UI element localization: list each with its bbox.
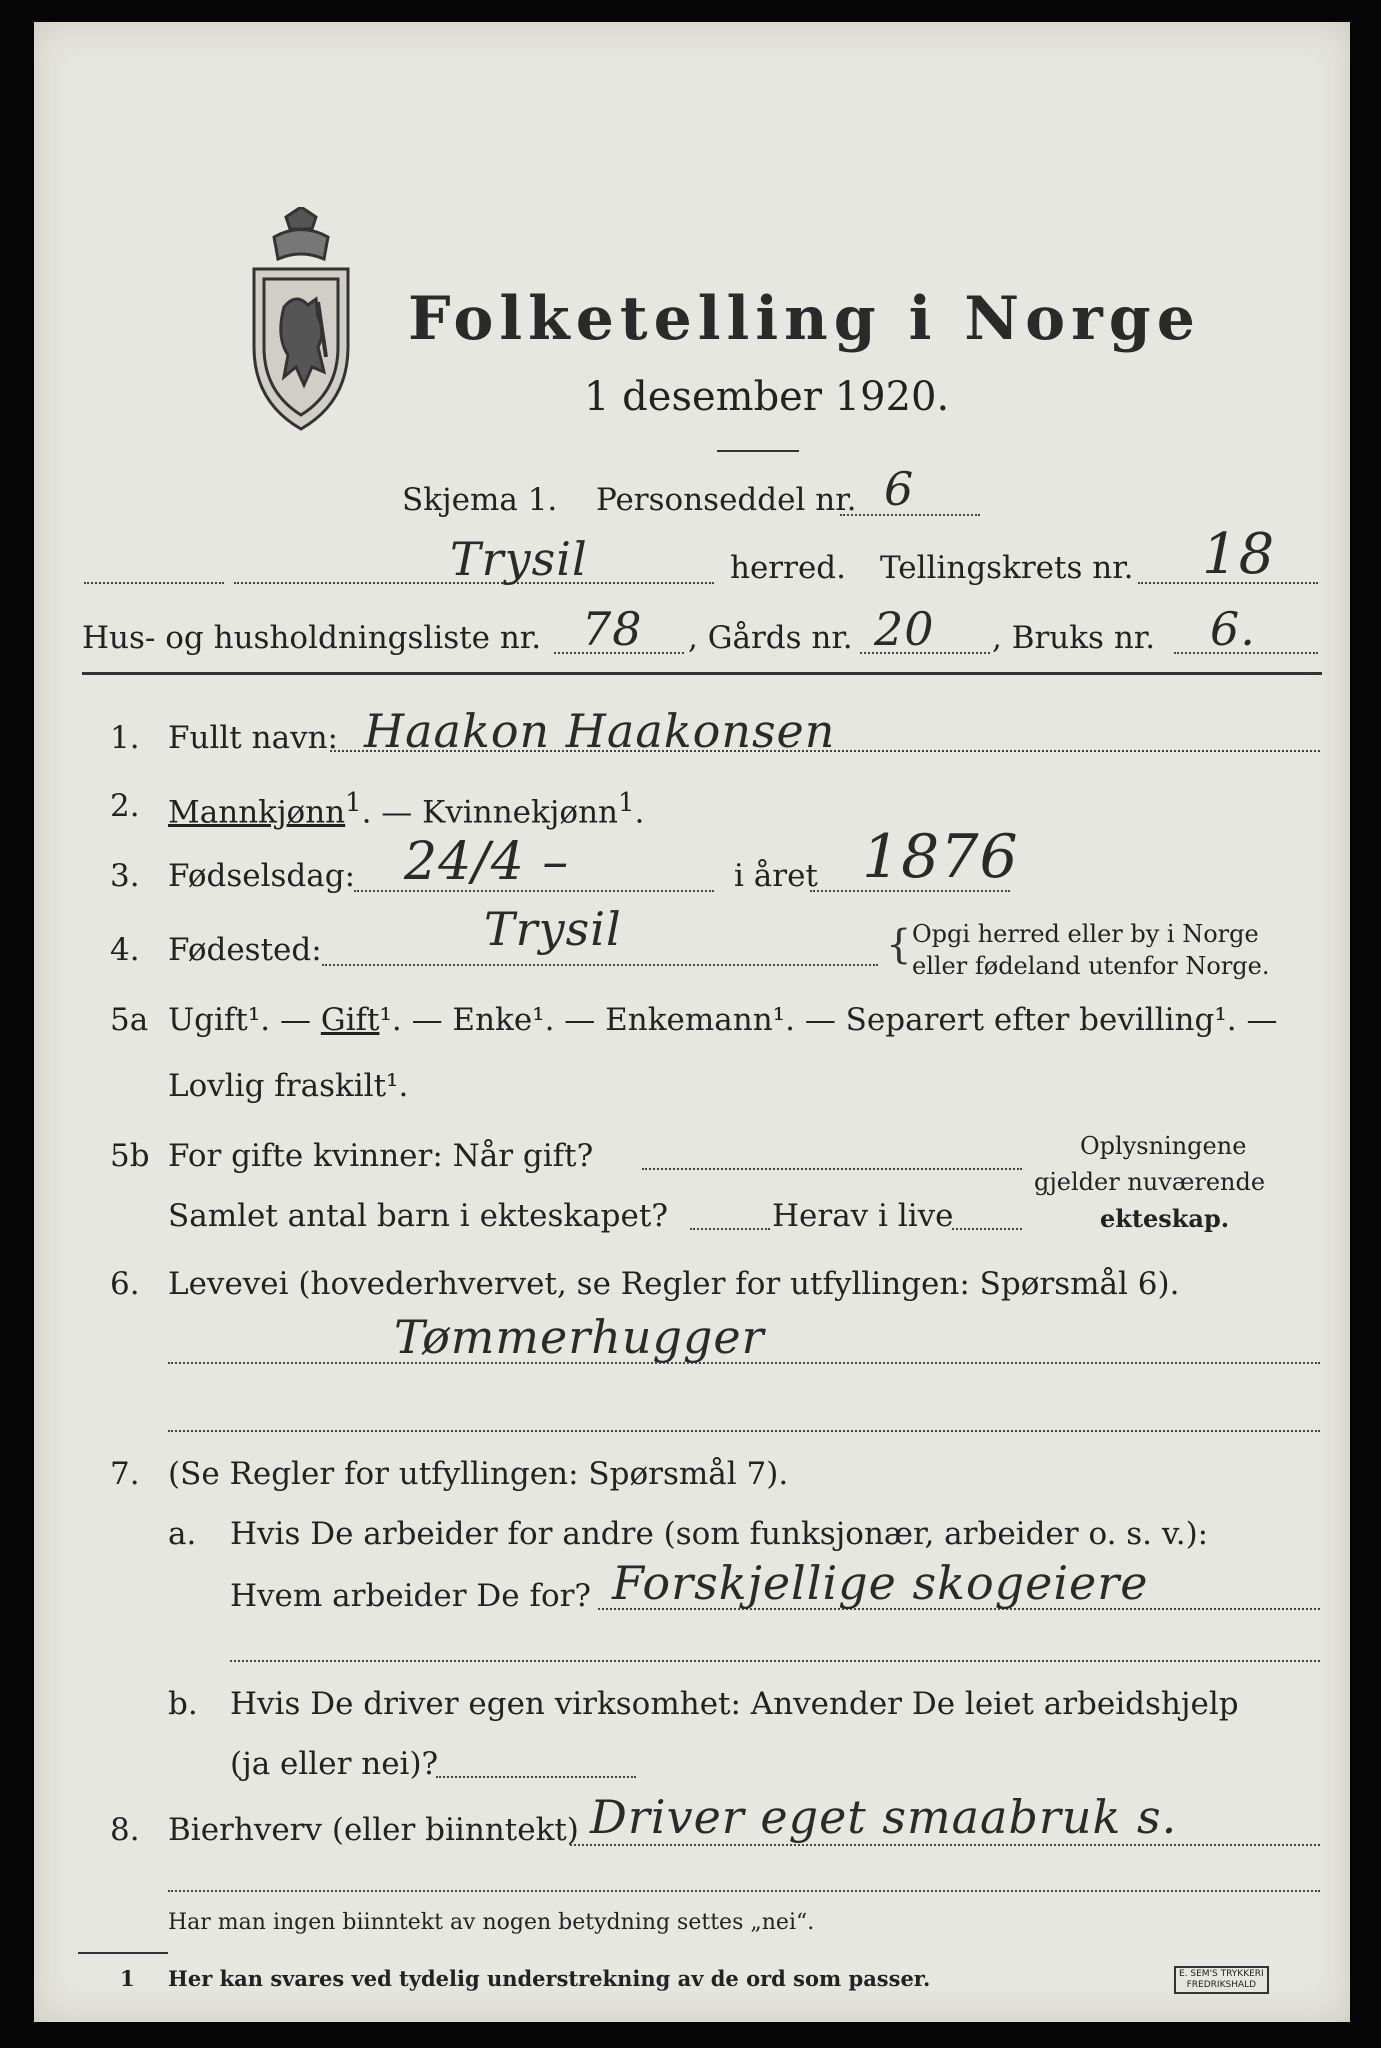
form-date: 1 desember 1920.: [584, 374, 950, 420]
bruks-value[interactable]: 6.: [1210, 602, 1256, 656]
divorced-option[interactable]: Lovlig fraskilt¹.: [168, 1068, 409, 1104]
gards-value[interactable]: 20: [874, 602, 935, 656]
q3-label: Fødselsdag:: [168, 858, 356, 894]
married-option[interactable]: Gift: [320, 1002, 380, 1038]
q7a-line2: Hvem arbeider De for?: [230, 1578, 592, 1614]
full-name-value[interactable]: Haakon Haakonsen: [364, 704, 836, 758]
birth-year-value[interactable]: 1876: [862, 822, 1019, 892]
q5b-line2: Samlet antal barn i ekteskapet?: [168, 1198, 668, 1234]
q5b-side-note-1: Oplysningene: [1080, 1132, 1247, 1160]
printer-stamp: E. SEM'S TRYKKERI FREDRIKSHALD: [1174, 1966, 1269, 1994]
coat-of-arms-icon: [246, 207, 356, 432]
footnote-text: Her kan svares ved tydelig understrekning av de ord som passer.: [168, 1966, 931, 1991]
footnote-number: 1: [120, 1966, 135, 1991]
q4-number: 4.: [110, 932, 140, 968]
herred-value[interactable]: Trysil: [450, 532, 588, 586]
tellingskrets-value[interactable]: 18: [1202, 522, 1276, 587]
q6-number: 6.: [110, 1266, 140, 1302]
form-title: Folketelling i Norge: [408, 284, 1201, 354]
male-option[interactable]: Mannkjønn: [168, 794, 346, 831]
q7b-line1: Hvis De driver egen virksomhet: Anvender De leiet arbeidshjelp: [230, 1686, 1239, 1722]
q8-number: 8.: [110, 1812, 140, 1848]
q5b-living-label: Herav i live: [772, 1198, 954, 1234]
q1-number: 1.: [110, 720, 140, 756]
title-divider: [717, 450, 799, 452]
biinntekt-note: Har man ingen biinntekt av nogen betydning settes „nei“.: [168, 1910, 815, 1935]
bruks-label: , Bruks nr.: [992, 620, 1156, 656]
occupation-value[interactable]: Tømmerhugger: [394, 1310, 765, 1364]
q5b-side-note-3: ekteskap.: [1100, 1204, 1230, 1233]
header-separator: [82, 672, 1322, 675]
q4-label: Fødested:: [168, 932, 322, 968]
birthdate-value[interactable]: 24/4 –: [404, 832, 570, 892]
q5a-number: 5a: [110, 1002, 149, 1038]
q5b-number: 5b: [110, 1138, 150, 1174]
q7-number: 7.: [110, 1456, 140, 1492]
tellingskrets-label: Tellingskrets nr.: [880, 550, 1134, 586]
birthplace-note-line2: eller fødeland utenfor Norge.: [912, 952, 1270, 980]
q7-label: (Se Regler for utfyllingen: Spørsmål 7).: [168, 1456, 789, 1492]
q2-number: 2.: [110, 788, 140, 824]
birthplace-note-line1: Opgi herred eller by i Norge: [912, 920, 1259, 948]
q6-label: Levevei (hovederhvervet, se Regler for utfyllingen: Spørsmål 6).: [168, 1266, 1180, 1302]
q1-label: Fullt navn:: [168, 720, 338, 756]
employer-value[interactable]: Forskjellige skogeiere: [612, 1556, 1149, 1610]
q5b-line1: For gifte kvinner: Når gift?: [168, 1138, 594, 1174]
note-brace: {: [886, 922, 912, 968]
gards-label: , Gårds nr.: [688, 620, 853, 656]
q7b-number: b.: [168, 1686, 198, 1722]
skjema-label: Skjema 1.: [402, 482, 558, 518]
female-option[interactable]: Kvinnekjønn: [422, 794, 619, 831]
husliste-label: Hus- og husholdningsliste nr.: [82, 620, 542, 656]
personseddel-label: Personseddel nr.: [596, 482, 857, 518]
year-label: i året: [734, 858, 818, 894]
husliste-value[interactable]: 78: [582, 602, 643, 656]
unmarried-option[interactable]: Ugift: [168, 1002, 248, 1038]
census-form-sheet: [34, 22, 1350, 2022]
sex-options: Mannkjønn$^1$. — Kvinnekjønn$^1$.: [168, 788, 645, 831]
q7a-line1: Hvis De arbeider for andre (som funksjonær, arbeider o. s. v.):: [230, 1516, 1209, 1552]
q8-label: Bierhverv (eller biinntekt): [168, 1812, 579, 1848]
marital-options: Ugift¹. — Gift¹. — Enke¹. — Enkemann¹. — Separert efter bevilling¹. —: [168, 1002, 1278, 1038]
birthplace-value[interactable]: Trysil: [484, 902, 622, 956]
herred-label: herred.: [730, 550, 846, 586]
q3-number: 3.: [110, 858, 140, 894]
q7b-line2: (ja eller nei)?: [230, 1746, 439, 1782]
q5b-side-note-2: gjelder nuværende: [1034, 1168, 1266, 1196]
personseddel-value[interactable]: 6: [884, 462, 915, 516]
q7a-number: a.: [168, 1516, 197, 1552]
side-income-value[interactable]: Driver eget smaabruk s.: [590, 1790, 1178, 1844]
footnote-rule: [78, 1952, 168, 1954]
